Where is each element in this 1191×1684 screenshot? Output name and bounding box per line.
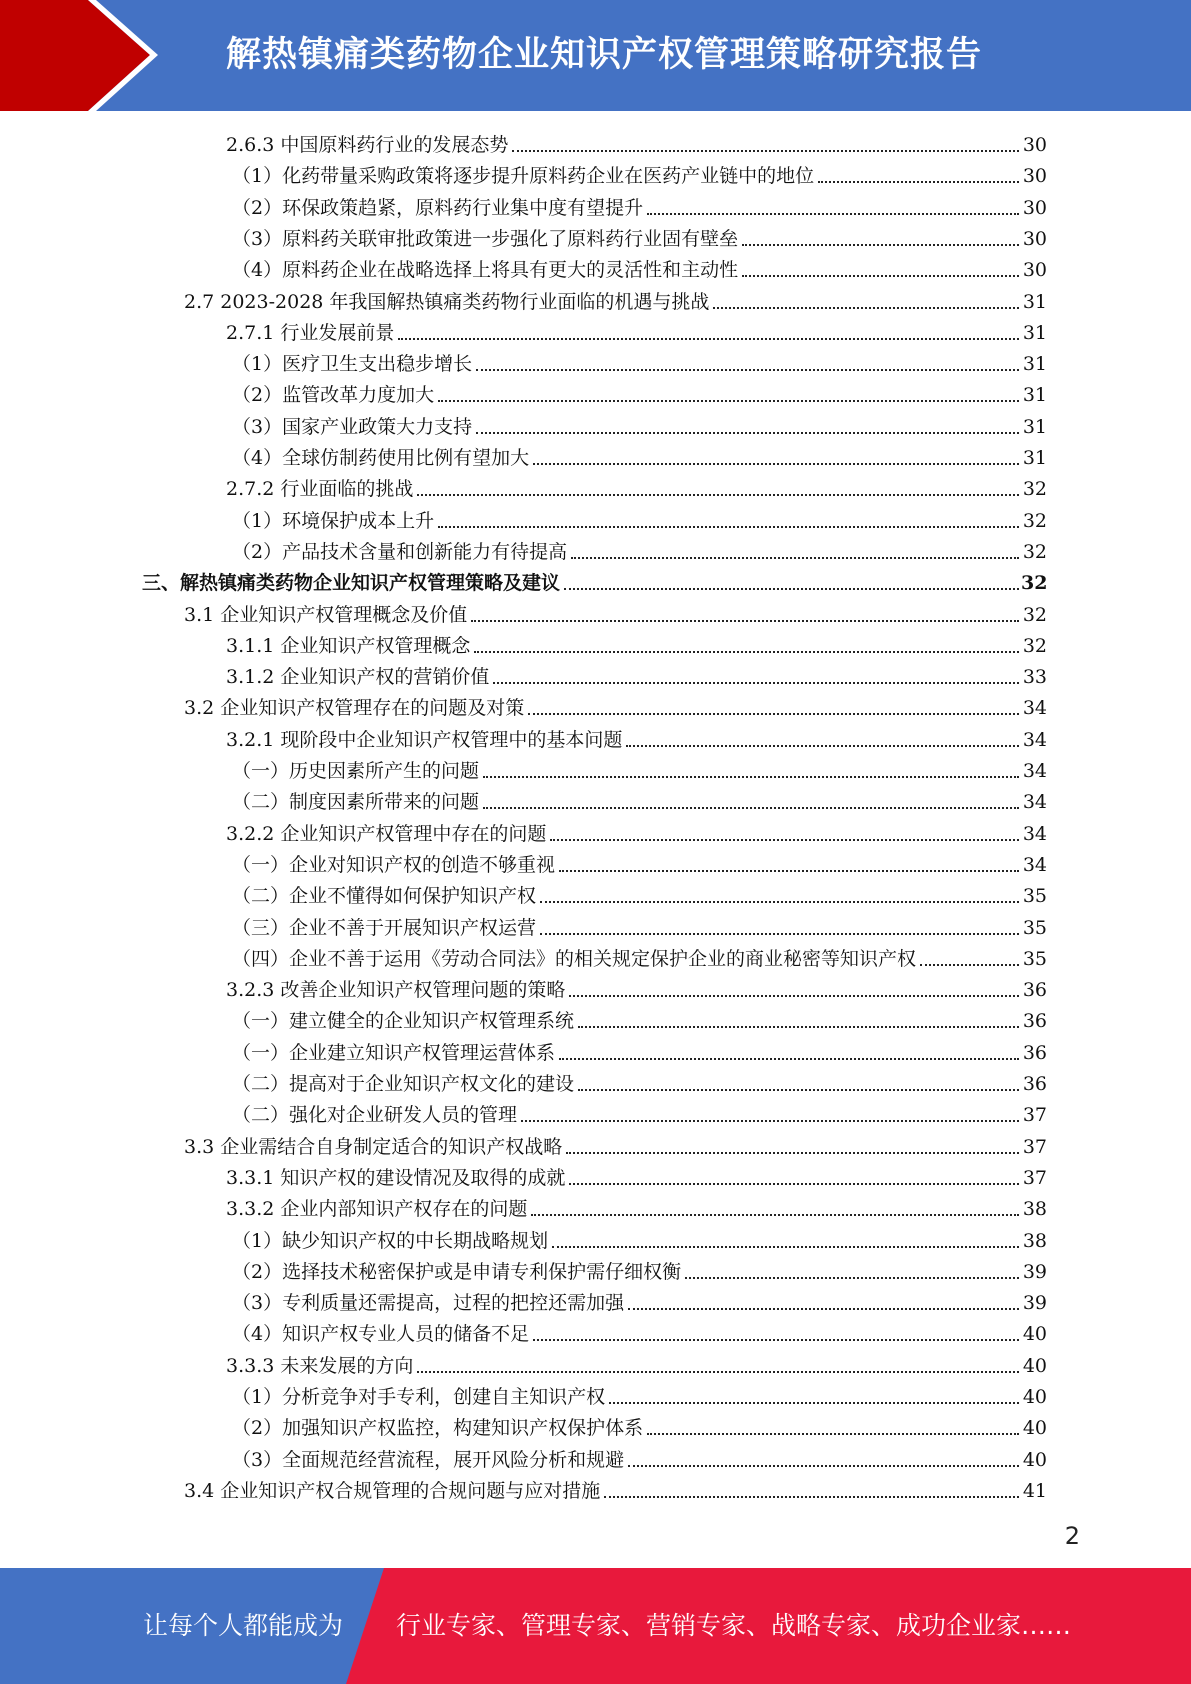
toc-entry[interactable]: [226, 816, 1047, 847]
toc-dot-leader: [398, 337, 1019, 340]
toc-dot-leader: [417, 493, 1019, 496]
toc-entry[interactable]: [232, 1035, 1047, 1066]
toc-entry[interactable]: [142, 565, 1047, 596]
toc-entry-title: （一）企业对知识产权的创造不够重视: [232, 853, 556, 876]
toc-entry-page: 34: [1022, 760, 1047, 782]
toc-entry-title: （1）医疗卫生支出稳步增长: [232, 353, 473, 376]
toc-entry-title: （1）化药带量采购政策将逐步提升原料药企业在医药产业链中的地位: [232, 165, 815, 188]
toc-entry-page: 32: [1022, 478, 1047, 501]
toc-entry-page: 41: [1022, 1479, 1047, 1502]
toc-entry[interactable]: [232, 1442, 1047, 1473]
toc-entry-title: 3.1 企业知识产权管理概念及价值: [184, 603, 468, 626]
toc-entry[interactable]: [226, 1160, 1047, 1191]
toc-entry-page: 34: [1022, 853, 1047, 876]
table-of-contents: [0, 127, 1191, 1507]
toc-entry[interactable]: [232, 910, 1047, 941]
toc-entry[interactable]: [226, 127, 1047, 158]
toc-dot-leader: [628, 1464, 1019, 1467]
toc-entry-page: 37: [1022, 1104, 1047, 1127]
toc-entry[interactable]: [232, 847, 1047, 878]
toc-entry-title: （3）国家产业政策大力支持: [232, 415, 473, 438]
toc-entry-title: 3.1.2 企业知识产权的营销价值: [226, 666, 490, 689]
toc-entry-page: 30: [1022, 134, 1047, 156]
toc-dot-leader: [550, 838, 1019, 841]
toc-entry[interactable]: [232, 753, 1047, 784]
toc-entry-page: 31: [1022, 447, 1047, 469]
toc-entry-page: 37: [1022, 1166, 1047, 1189]
toc-dot-leader: [533, 462, 1019, 465]
toc-entry-title: （4）知识产权专业人员的储备不足: [232, 1323, 530, 1346]
toc-entry[interactable]: [232, 1254, 1047, 1285]
toc-entry-title: （2）加强知识产权监控，构建知识产权保护体系: [232, 1417, 644, 1440]
toc-entry[interactable]: [232, 377, 1047, 408]
toc-entry[interactable]: [226, 628, 1047, 659]
toc-entry-page: 34: [1022, 697, 1047, 720]
toc-entry[interactable]: [232, 1003, 1047, 1034]
toc-dot-leader: [483, 775, 1019, 778]
toc-entry[interactable]: [232, 158, 1047, 189]
toc-entry-title: 2.7.2 行业面临的挑战: [226, 478, 414, 501]
toc-entry-title: （2）产品技术含量和创新能力有待提高: [232, 540, 568, 563]
toc-entry-title: （3）原料药关联审批政策进一步强化了原料药行业固有壁垒: [232, 227, 739, 250]
toc-entry-title: （4）全球仿制药使用比例有望加大: [232, 447, 530, 469]
toc-dot-leader: [578, 1025, 1019, 1028]
toc-entry[interactable]: [232, 534, 1047, 565]
toc-entry-title: 3.2.2 企业知识产权管理中存在的问题: [226, 822, 547, 845]
toc-dot-leader: [528, 712, 1019, 715]
toc-dot-leader: [540, 900, 1019, 903]
toc-entry-page: 34: [1022, 791, 1047, 814]
report-title: 解热镇痛类药物企业知识产权管理策略研究报告: [226, 35, 983, 75]
toc-dot-leader: [569, 1182, 1019, 1185]
toc-entry-title: （2）环保政策趋紧，原料药行业集中度有望提升: [232, 196, 644, 219]
toc-entry-page: 31: [1022, 321, 1047, 344]
toc-entry-title: （一）历史因素所产生的问题: [232, 760, 480, 782]
toc-entry-page: 34: [1022, 822, 1047, 845]
toc-entry-page: 30: [1022, 196, 1047, 219]
toc-entry[interactable]: [232, 346, 1047, 377]
toc-entry-page: 39: [1022, 1260, 1047, 1283]
toc-entry-title: 三、解热镇痛类药物企业知识产权管理策略及建议: [142, 572, 561, 595]
toc-entry-title: 3.1.1 企业知识产权管理概念: [226, 634, 471, 657]
toc-entry-page: 31: [1022, 415, 1047, 438]
toc-dot-leader: [471, 619, 1019, 622]
toc-entry-page: 34: [1022, 728, 1047, 751]
toc-dot-leader: [742, 274, 1019, 277]
toc-entry[interactable]: [232, 784, 1047, 815]
toc-entry-title: （3）专利质量还需提高，过程的把控还需加强: [232, 1292, 625, 1315]
toc-entry[interactable]: [226, 471, 1047, 502]
toc-dot-leader: [566, 1151, 1019, 1154]
toc-entry-title: 3.2.1 现阶段中企业知识产权管理中的基本问题: [226, 728, 623, 751]
toc-entry-page: 36: [1022, 1010, 1047, 1033]
toc-entry-page: 31: [1022, 353, 1047, 376]
toc-entry-title: 2.7 2023-2028 年我国解热镇痛类药物行业面临的机遇与挑战: [184, 290, 710, 313]
toc-entry[interactable]: [184, 1129, 1047, 1160]
toc-dot-leader: [476, 431, 1019, 434]
toc-entry-title: 3.2 企业知识产权管理存在的问题及对策: [184, 697, 525, 720]
toc-entry-title: （1）缺少知识产权的中长期战略规划: [232, 1229, 549, 1252]
toc-entry[interactable]: [226, 972, 1047, 1003]
toc-dot-leader: [540, 932, 1019, 935]
toc-entry-page: 37: [1022, 1135, 1047, 1158]
toc-dot-leader: [647, 212, 1019, 215]
header-red-arrow: [0, 0, 170, 111]
toc-entry-title: （4）原料药企业在战略选择上将具有更大的灵活性和主动性: [232, 259, 739, 282]
toc-dot-leader: [552, 1245, 1019, 1248]
toc-entry-title: （二）制度因素所带来的问题: [232, 791, 480, 814]
page-header: [0, 0, 1191, 111]
toc-dot-leader: [483, 806, 1019, 809]
toc-dot-leader: [685, 1276, 1019, 1279]
toc-dot-leader: [578, 1088, 1019, 1091]
toc-entry-page: 32: [1022, 540, 1047, 563]
toc-entry-title: 3.3.1 知识产权的建设情况及取得的成就: [226, 1166, 566, 1189]
toc-entry-page: 30: [1022, 165, 1047, 188]
toc-entry-title: 2.7.1 行业发展前景: [226, 321, 395, 344]
toc-entry[interactable]: [232, 1223, 1047, 1254]
toc-dot-leader: [438, 525, 1019, 528]
page-number: 2: [1064, 1522, 1080, 1550]
toc-entry-title: （3）全面规范经营流程，展开风险分析和规避: [232, 1448, 625, 1471]
toc-entry-title: （二）强化对企业研发人员的管理: [232, 1104, 518, 1127]
toc-entry-page: 36: [1022, 1041, 1047, 1064]
toc-entry[interactable]: [232, 941, 1047, 972]
toc-dot-leader: [564, 587, 1019, 590]
toc-entry-page: 30: [1022, 259, 1047, 282]
toc-entry-page: 35: [1022, 947, 1047, 970]
footer-slogan-left: 让每个人都能成为: [143, 1611, 344, 1640]
toc-entry[interactable]: [232, 1379, 1047, 1410]
toc-entry[interactable]: [232, 252, 1047, 283]
page-footer: [0, 1568, 1191, 1684]
toc-entry-page: 32: [1022, 634, 1047, 657]
toc-entry[interactable]: [232, 503, 1047, 534]
toc-entry-page: 40: [1022, 1323, 1047, 1346]
toc-entry-title: 3.2.3 改善企业知识产权管理问题的策略: [226, 979, 566, 1002]
toc-entry[interactable]: [232, 1066, 1047, 1097]
toc-entry[interactable]: [232, 1285, 1047, 1316]
toc-dot-leader: [818, 180, 1019, 183]
toc-entry-page: 40: [1022, 1386, 1047, 1408]
toc-entry-page: 39: [1022, 1292, 1047, 1315]
toc-entry-page: 31: [1022, 290, 1047, 313]
toc-entry-title: （一）建立健全的企业知识产权管理系统: [232, 1010, 575, 1033]
toc-entry-title: （四）企业不善于运用《劳动合同法》的相关规定保护企业的商业秘密等知识产权: [232, 947, 917, 970]
toc-dot-leader: [533, 1338, 1019, 1341]
toc-entry-title: 3.3 企业需结合自身制定适合的知识产权战略: [184, 1135, 563, 1158]
toc-entry-title: （2）监管改革力度加大: [232, 384, 435, 407]
toc-entry[interactable]: [232, 440, 1047, 471]
toc-dot-leader: [647, 1432, 1019, 1435]
toc-entry[interactable]: [226, 1348, 1047, 1379]
toc-entry-title: 3.3.3 未来发展的方向: [226, 1354, 414, 1377]
toc-dot-leader: [559, 869, 1019, 872]
toc-entry-title: 2.6.3 中国原料药行业的发展态势: [226, 134, 509, 156]
toc-entry[interactable]: [226, 722, 1047, 753]
toc-entry-page: 38: [1022, 1198, 1047, 1221]
toc-entry-title: （三）企业不善于开展知识产权运营: [232, 916, 537, 939]
toc-entry[interactable]: [232, 1410, 1047, 1441]
toc-entry-page: 32: [1022, 603, 1047, 626]
toc-entry-page: 31: [1022, 384, 1047, 407]
toc-dot-leader: [742, 243, 1019, 246]
toc-entry[interactable]: [184, 1473, 1047, 1504]
toc-entry-title: （一）企业建立知识产权管理运营体系: [232, 1041, 556, 1064]
toc-entry-page: 36: [1022, 979, 1047, 1002]
toc-dot-leader: [531, 1213, 1019, 1216]
toc-entry-page: 35: [1022, 916, 1047, 939]
toc-dot-leader: [417, 1370, 1019, 1373]
toc-entry[interactable]: [232, 1316, 1047, 1347]
toc-dot-leader: [476, 368, 1019, 371]
toc-entry[interactable]: [226, 659, 1047, 690]
toc-entry-title: （1）环境保护成本上升: [232, 509, 435, 532]
toc-entry[interactable]: [232, 878, 1047, 909]
toc-dot-leader: [474, 650, 1019, 653]
toc-dot-leader: [920, 963, 1019, 966]
toc-entry-page: 30: [1022, 227, 1047, 250]
toc-entry-page: 33: [1022, 666, 1047, 689]
toc-entry[interactable]: [184, 597, 1047, 628]
toc-dot-leader: [626, 744, 1019, 747]
toc-entry-page: 40: [1022, 1417, 1047, 1440]
toc-entry-title: 3.4 企业知识产权合规管理的合规问题与应对措施: [184, 1479, 601, 1502]
toc-entry-title: （1）分析竞争对手专利，创建自主知识产权: [232, 1386, 606, 1408]
toc-dot-leader: [628, 1307, 1019, 1310]
toc-dot-leader: [438, 399, 1019, 402]
toc-dot-leader: [569, 994, 1019, 997]
toc-entry[interactable]: [232, 1097, 1047, 1128]
toc-dot-leader: [571, 556, 1019, 559]
toc-dot-leader: [512, 149, 1019, 152]
toc-entry-page: 36: [1022, 1073, 1047, 1095]
toc-dot-leader: [493, 681, 1019, 684]
toc-entry[interactable]: [232, 409, 1047, 440]
toc-entry-title: 3.3.2 企业内部知识产权存在的问题: [226, 1198, 528, 1221]
toc-entry-page: 32: [1021, 572, 1048, 595]
toc-dot-leader: [609, 1401, 1019, 1404]
toc-entry[interactable]: [232, 221, 1047, 252]
toc-entry[interactable]: [226, 315, 1047, 346]
toc-entry[interactable]: [226, 1191, 1047, 1222]
toc-dot-leader: [604, 1495, 1019, 1498]
toc-entry-title: （二）提高对于企业知识产权文化的建设: [232, 1073, 575, 1095]
toc-entry[interactable]: [232, 190, 1047, 221]
toc-dot-leader: [521, 1119, 1019, 1122]
footer-slogan-right: 行业专家、管理专家、营销专家、战略专家、成功企业家……: [396, 1611, 1072, 1640]
toc-entry[interactable]: [184, 284, 1047, 315]
toc-entry-page: 40: [1022, 1448, 1047, 1471]
toc-entry-title: （二）企业不懂得如何保护知识产权: [232, 885, 537, 908]
toc-entry-page: 38: [1022, 1229, 1047, 1252]
toc-entry-page: 40: [1022, 1354, 1047, 1377]
toc-entry-page: 32: [1022, 509, 1047, 532]
toc-dot-leader: [559, 1057, 1019, 1060]
toc-entry[interactable]: [184, 690, 1047, 721]
toc-entry-title: （2）选择技术秘密保护或是申请专利保护需仔细权衡: [232, 1260, 682, 1283]
toc-dot-leader: [713, 306, 1019, 309]
toc-entry-page: 35: [1022, 885, 1047, 908]
